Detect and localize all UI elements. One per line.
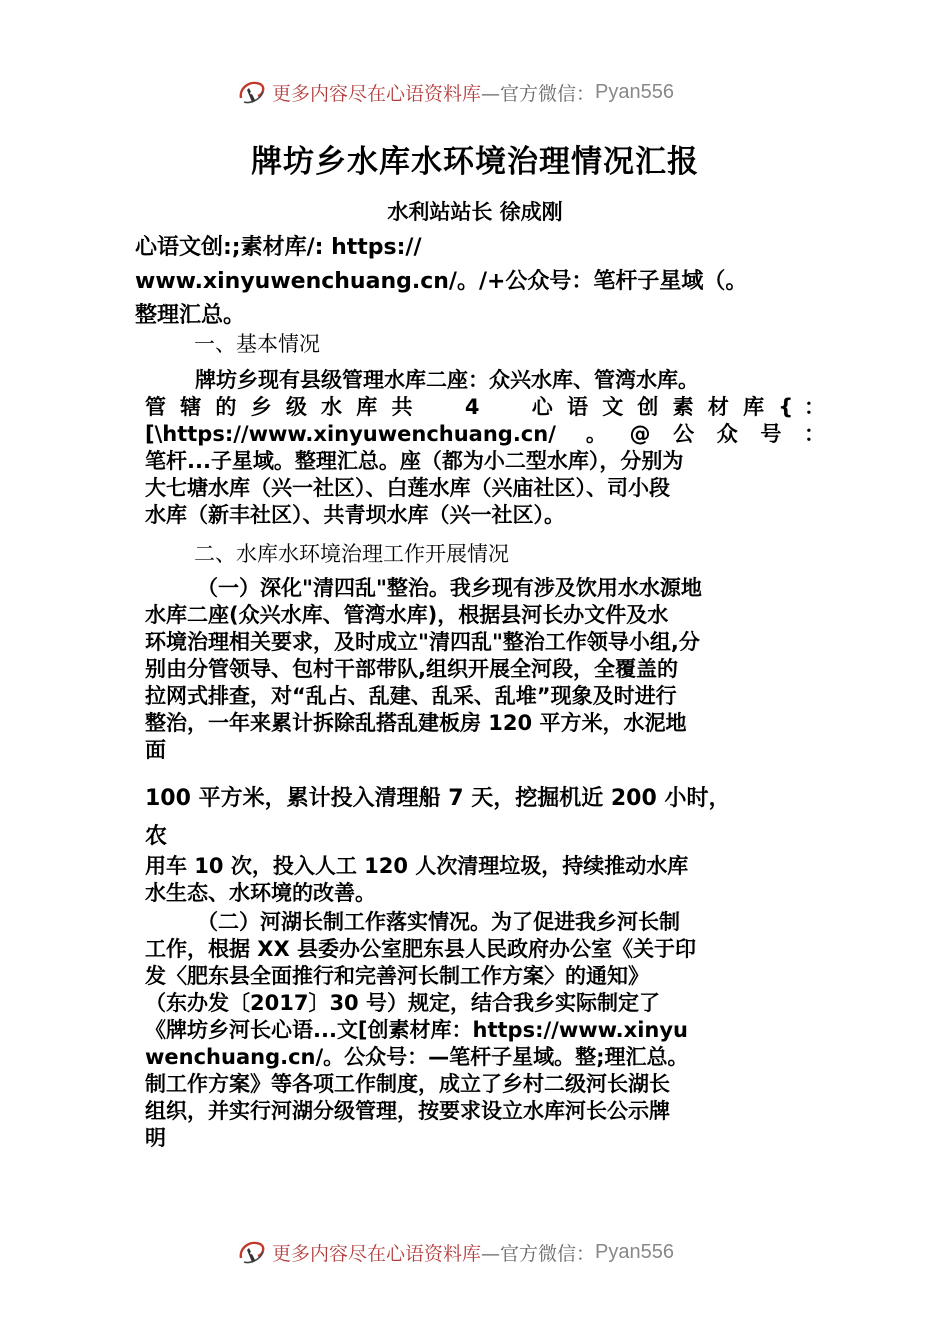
paragraph-clean-four-cont [145,780,730,856]
paragraph-line: 笔杆...子星域。整理汇总。座（都为小二型水库），分别为 [145,449,684,473]
paragraph-clean-four [145,575,825,764]
paragraph-line: [\https://www.xinyuwenchuang.cn/ 。@公众号： [145,422,825,446]
intro-line: 整理汇总。 [135,303,246,328]
paragraph-line: 大七塘水库（兴一社区）、白莲水库（兴庙社区）、司小段 [145,476,670,500]
document-title: 牌坊乡水库水环境治理情况汇报 [251,144,699,180]
paragraph-line: （东办发〔2017〕30 号）规定，结合我乡实际制定了 [145,991,660,1015]
pen-nib-swirl-logo-icon [236,76,268,108]
paragraph-line: 工作，根据 XX 县委办公室肥东县人民政府办公室《关于印 [145,937,697,961]
watermark-header [236,76,674,108]
paragraph-line: 发〈肥东县全面推行和完善河长制工作方案〉的通知》 [145,964,649,988]
section-heading-work: 二、水库水环境治理工作开展情况 [194,542,509,566]
paragraph-river-chief [145,909,825,1152]
watermark-text: 更多内容尽在心语资料库 [272,82,482,105]
paragraph-line: 组织，并实行河湖分级管理，按要求设立水库河长公示牌 [145,1099,670,1123]
document-author: 水利站站长 徐成刚 [387,200,563,224]
intro-block [135,231,747,333]
watermark-separator: —官方微信： [481,1242,596,1265]
paragraph-line: 明 [145,1126,166,1150]
paragraph-line: 水生态、水环境的改善。 [145,881,376,905]
paragraph-line: wenchuang.cn/。公众号：—笔杆子星域。整;理汇总。 [145,1045,689,1069]
paragraph-line: 整治，一年来累计拆除乱搭乱建板房 120 平方米，水泥地 [145,711,687,735]
paragraph-line: 制工作方案》等各项工作制度，成立了乡村二级河长湖长 [145,1072,670,1096]
paragraph-line: 管 辖 的 乡 级 水 库 共 4 心 语 文 创 素 材 库 { ： [145,395,825,419]
section-heading-basic: 一、基本情况 [194,332,320,356]
intro-line: www.xinyuwenchuang.cn/。/+公众号：笔杆子星域（。 [135,269,748,294]
paragraph-line: 农 [145,824,168,849]
paragraph-line: 100 平方米，累计投入清理船 7 天，挖掘机近 200 小时， [145,786,731,811]
paragraph-line: 环境治理相关要求，及时成立"清四乱"整治工作领导小组,分 [145,630,700,654]
paragraph-line: 水库二座(众兴水库、管湾水库)，根据县河长办文件及水 [145,603,669,627]
paragraph-line: （二）河湖长制工作落实情况。为了促进我乡河长制 [197,910,680,934]
paragraph-line: 用车 10 次，投入人工 120 人次清理垃圾，持续推动水库 [145,854,689,878]
paragraph-basic-info [145,367,825,529]
paragraph-line: 别由分管领导、包村干部带队,组织开展全河段，全覆盖的 [145,657,678,681]
paragraph-line: （一）深化"清四乱"整治。我乡现有涉及饮用水水源地 [197,576,702,600]
paragraph-line: 牌坊乡现有县级管理水库二座：众兴水库、管湾水库。 [195,368,699,392]
paragraph-clean-four-end [145,853,688,907]
watermark-separator: —官方微信： [481,82,596,105]
watermark-text: 更多内容尽在心语资料库 [272,1242,482,1265]
watermark-account: Pyan556 [595,1240,674,1263]
watermark-footer [236,1236,674,1268]
paragraph-line: 拉网式排查，对“乱占、乱建、乱采、乱堆”现象及时进行 [145,684,677,708]
watermark-account: Pyan556 [595,80,674,103]
paragraph-line: 面 [145,738,166,762]
pen-nib-swirl-logo-icon [236,1236,268,1268]
intro-line: 心语文创:;素材库/: https:// [135,235,422,260]
paragraph-line: 《牌坊乡河长心语...文[创素材库：https://www.xinyu [145,1018,688,1042]
paragraph-line: 水库（新丰社区）、共青坝水库（兴一社区）。 [145,503,565,527]
